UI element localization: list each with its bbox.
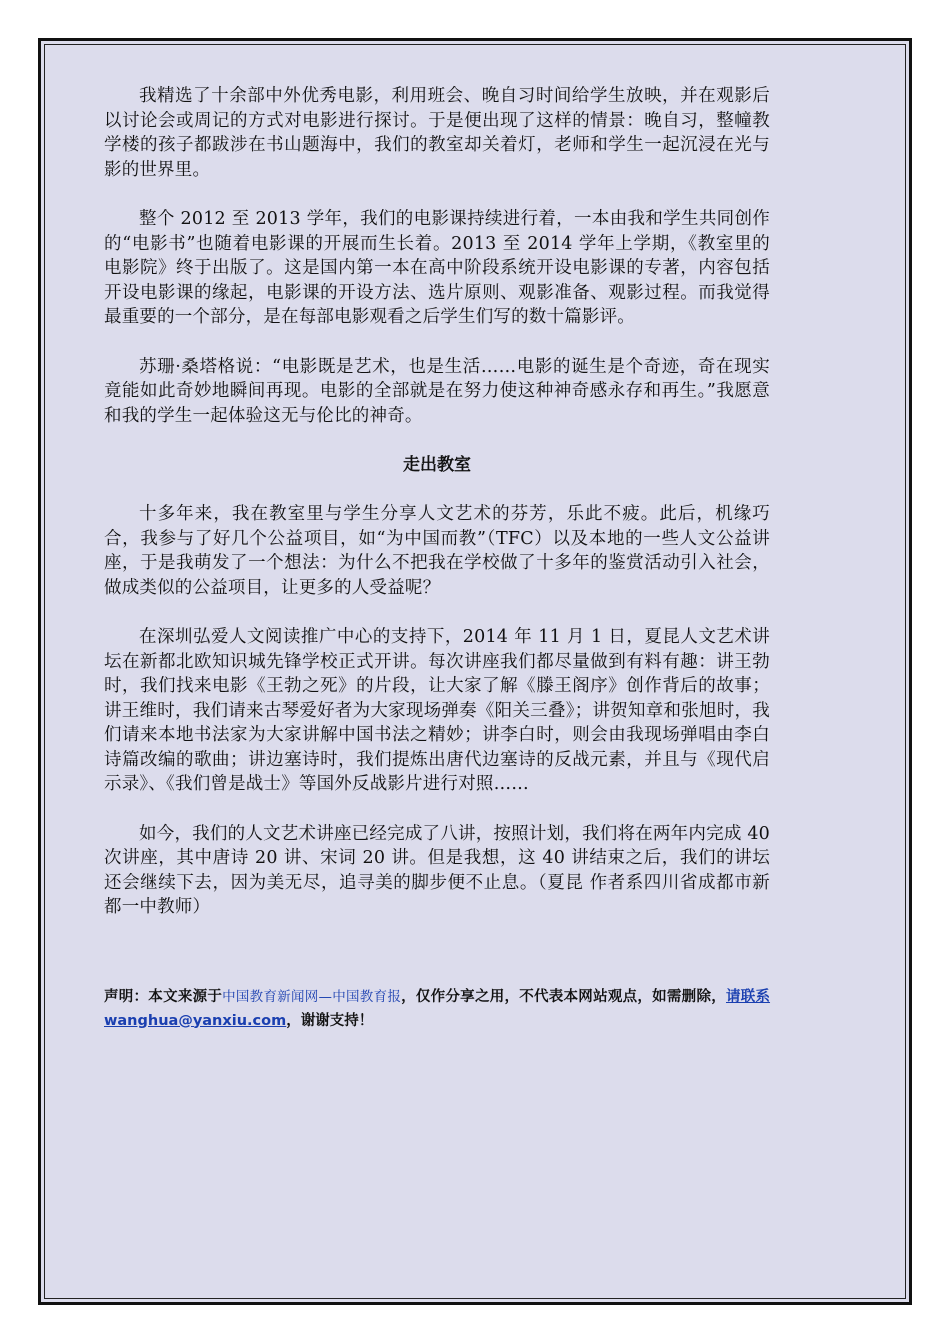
article-paragraph: 整个 2012 至 2013 学年，我们的电影课持续进行着，一本由我和学生共同创作的“电影书”也随着电影课的开展而生长着。2013 至 2014 学年上学期，《教室里的电影院》终于出版了。这是国内第一本在高中阶段系统开设电影课的专著，内容包括开设电影课的缘起，电影课的开设方法、选片原则、观影准备、观影过程。而我觉得最重要的一个部分，是在每部电影观看之后学生们写的数十篇影评。	[104, 209, 770, 327]
statement-prefix: 声明：本文来源于	[104, 988, 223, 1005]
article-paragraph: 如今，我们的人文艺术讲座已经完成了八讲，按照计划，我们将在两年内完成 40 次讲座，其中唐诗 20 讲、宋词 20 讲。但是我想，这 40 讲结束之后，我们的讲坛还会继续下去，因为美无尽，追寻美的脚步便不止息。（夏昆 作者系四川省成都市新都一中教师）	[104, 823, 770, 917]
statement-suffix: ，谢谢支持！	[286, 1012, 374, 1029]
article-paragraph: 苏珊·桑塔格说：“电影既是艺术，也是生活……电影的诞生是个奇迹，奇在现实竟能如此奇妙地瞬间再现。电影的全部就是在努力使这种神奇感永存和再生。”我愿意和我的学生一起体验这无与伦比的神奇。	[104, 356, 770, 426]
article-body	[104, 84, 770, 1033]
article-paragraph: 在深圳弘爱人文阅读推广中心的支持下，2014 年 11 月 1 日，夏昆人文艺术讲坛在新都北欧知识城先锋学校正式开讲。每次讲座我们都尽量做到有料有趣：讲王勃时，我们找来电影《王勃之死》的片段，让大家了解《滕王阁序》创作背后的故事；讲王维时，我们请来古琴爱好者为大家现场弹奏《阳关三叠》；讲贺知章和张旭时，我们请来本地书法家为大家讲解中国书法之精妙；讲李白时，则会由我现场弹唱由李白诗篇改编的歌曲；讲边塞诗时，我们提炼出唐代边塞诗的反战元素，并且与《现代启示录》、《我们曾是战士》等国外反战影片进行对照……	[104, 627, 770, 794]
contact-email-link[interactable]: 请联系 wanghua@yanxiu.com	[104, 988, 771, 1029]
copyright-statement	[104, 985, 770, 1033]
statement-middle: ，仅作分享之用，不代表本网站观点，如需删除，	[401, 988, 726, 1005]
source-link[interactable]: 中国教育新闻网—中国教育报	[222, 988, 402, 1005]
spacer	[104, 945, 770, 985]
section-heading: 走出教室	[403, 455, 471, 475]
article-paragraph: 我精选了十余部中外优秀电影，利用班会、晚自习时间给学生放映，并在观影后以讨论会或周记的方式对电影进行探讨。于是便出现了这样的情景：晚自习，整幢教学楼的孩子都跋涉在书山题海中，我们的教室却关着灯，老师和学生一起沉浸在光与影的世界里。	[104, 86, 770, 180]
article-paragraph: 十多年来，我在教室里与学生分享人文艺术的芬芳，乐此不疲。此后，机缘巧合，我参与了好几个公益项目，如“为中国而教”（TFC）以及本地的一些人文公益讲座，于是我萌发了一个想法：为什么不把我在学校做了十多年的鉴赏活动引入社会，做成类似的公益项目，让更多的人受益呢？	[104, 504, 770, 598]
